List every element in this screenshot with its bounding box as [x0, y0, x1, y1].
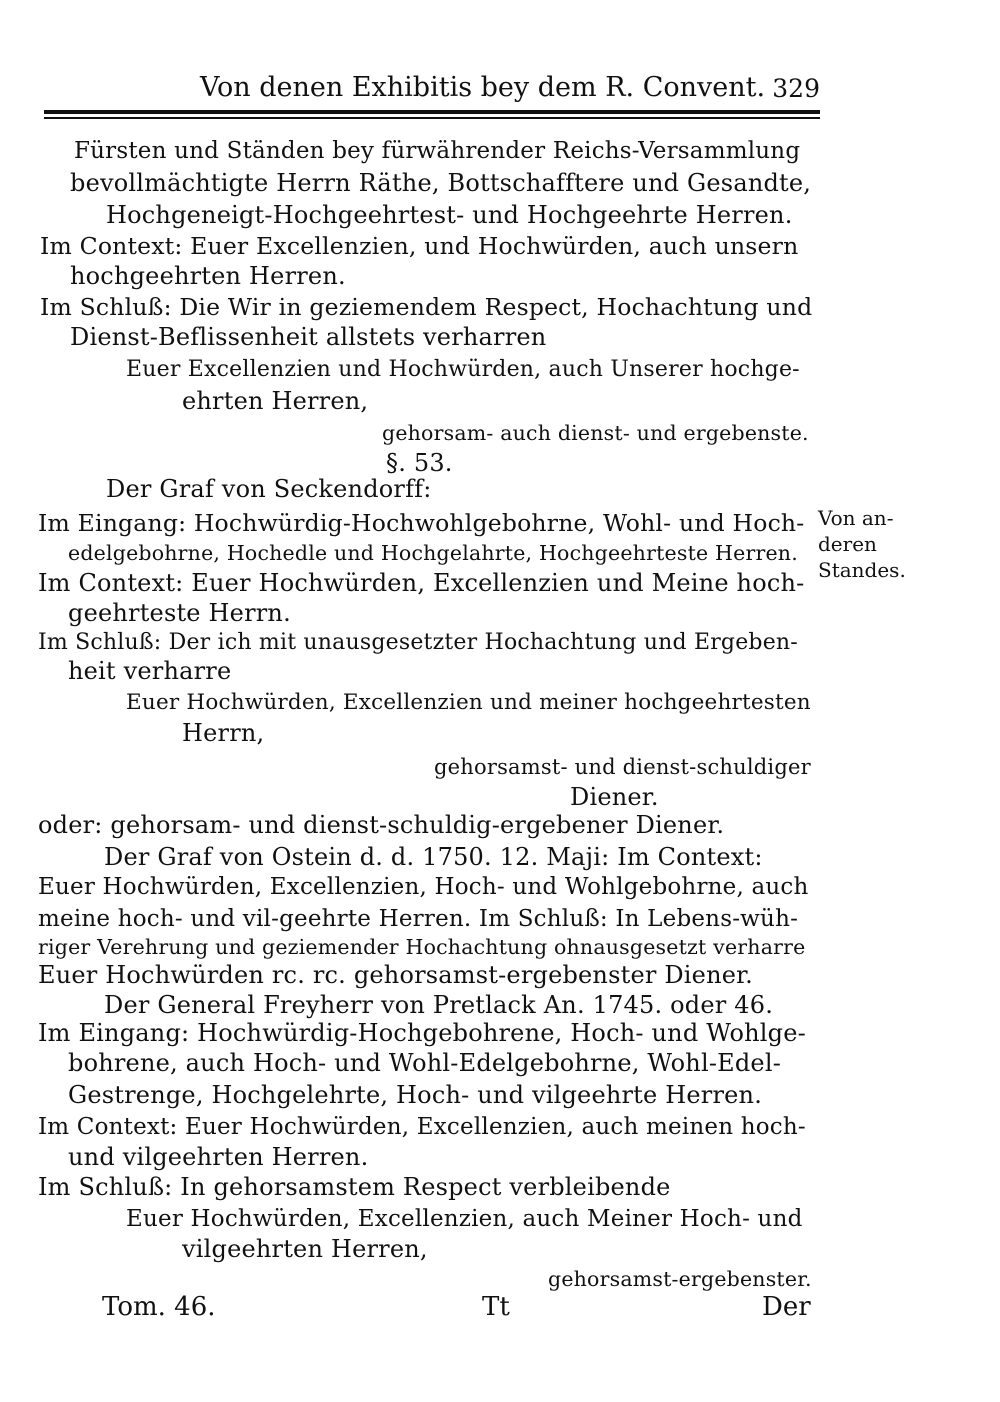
- section-number: §. 53.: [386, 449, 453, 477]
- margin-note-line: Standes.: [818, 558, 906, 582]
- text-line: Euer Hochwürden rc. rc. gehorsamst-ergebenster Diener.: [38, 961, 754, 989]
- text-line: riger Verehrung und geziemender Hochachtung ohnausgesetzt verharre: [38, 935, 806, 959]
- footer-volume: Tom. 46.: [102, 1292, 216, 1322]
- running-header: Von denen Exhibitis bey dem R. Convent.: [200, 72, 766, 103]
- text-line: gehorsamst- und dienst-schuldiger: [434, 755, 811, 779]
- text-line: oder: gehorsam- und dienst-schuldig-ergebener Diener.: [38, 811, 725, 839]
- text-line: Diener.: [570, 783, 659, 811]
- text-line: Herrn,: [182, 719, 265, 747]
- text-line: Hochgeneigt-Hochgeehrtest- und Hochgeehrte Herren.: [106, 201, 793, 229]
- text-line: Der Graf von Seckendorff:: [106, 475, 432, 503]
- text-line: und vilgeehrten Herren.: [68, 1143, 369, 1171]
- text-line: Im Eingang: Hochwürdig-Hochgebohrene, Hoch- und Wohlge-: [38, 1019, 806, 1047]
- text-line: gehorsamst-ergebenster.: [548, 1267, 812, 1291]
- text-line: heit verharre: [68, 657, 232, 685]
- text-line: bohrene, auch Hoch- und Wohl-Edelgebohrne, Wohl-Edel-: [68, 1049, 781, 1077]
- text-line: Euer Hochwürden, Excellenzien, auch Meiner Hoch- und: [126, 1206, 803, 1232]
- page-number: 329: [772, 74, 820, 103]
- text-line: Fürsten und Ständen bey fürwährender Reichs-Versammlung: [74, 138, 801, 164]
- text-line: Euer Hochwürden, Excellenzien, Hoch- und Wohlgebohrne, auch: [38, 874, 809, 900]
- text-line: ehrten Herren,: [182, 387, 369, 415]
- text-line: bevollmächtigte Herrn Räthe, Bottschafftere und Gesandte,: [70, 169, 812, 197]
- text-line: vilgeehrten Herren,: [182, 1235, 428, 1263]
- footer-catchword: Der: [762, 1292, 811, 1322]
- text-line: hochgeehrten Herren.: [70, 262, 346, 290]
- text-line: Der General Freyherr von Pretlack An. 1745. oder 46.: [104, 991, 774, 1019]
- text-line: Im Context: Euer Hochwürden, Excellenzien, auch meinen hoch-: [38, 1114, 806, 1140]
- text-line: Euer Excellenzien und Hochwürden, auch Unserer hochge-: [126, 357, 800, 382]
- text-line: Im Context: Euer Hochwürden, Excellenzien und Meine hoch-: [38, 569, 805, 597]
- text-line: Euer Hochwürden, Excellenzien und meiner hochgeehrtesten: [126, 690, 811, 715]
- header-rule: [44, 110, 820, 114]
- text-line: Im Schluß: In gehorsamstem Respect verbleibende: [38, 1173, 671, 1201]
- text-line: gehorsam- auch dienst- und ergebenste.: [382, 421, 809, 445]
- footer-signature: Tt: [482, 1292, 510, 1322]
- margin-note-line: Von an-: [818, 506, 894, 530]
- text-line: meine hoch- und vil-geehrte Herren. Im Schluß: In Lebens-wüh-: [38, 906, 799, 932]
- header-rule-thin: [44, 117, 820, 119]
- text-line: Im Context: Euer Excellenzien, und Hochwürden, auch unsern: [40, 232, 799, 260]
- text-line: Im Schluß: Der ich mit unausgesetzter Hochachtung und Ergeben-: [38, 630, 798, 655]
- text-line: Im Eingang: Hochwürdig-Hochwohlgebohrne, Wohl- und Hoch-: [38, 509, 805, 537]
- text-line: Dienst-Beflissenheit allstets verharren: [70, 323, 547, 351]
- margin-note-line: deren: [818, 532, 877, 556]
- text-line: Der Graf von Ostein d. d. 1750. 12. Maji: Im Context:: [104, 843, 763, 871]
- text-line: Gestrenge, Hochgelehrte, Hoch- und vilgeehrte Herren.: [68, 1081, 763, 1109]
- text-line: Im Schluß: Die Wir in geziemendem Respect, Hochachtung und: [40, 293, 813, 321]
- text-line: edelgebohrne, Hochedle und Hochgelahrte, Hochgeehrteste Herren.: [68, 541, 798, 565]
- text-line: geehrteste Herrn.: [68, 599, 291, 627]
